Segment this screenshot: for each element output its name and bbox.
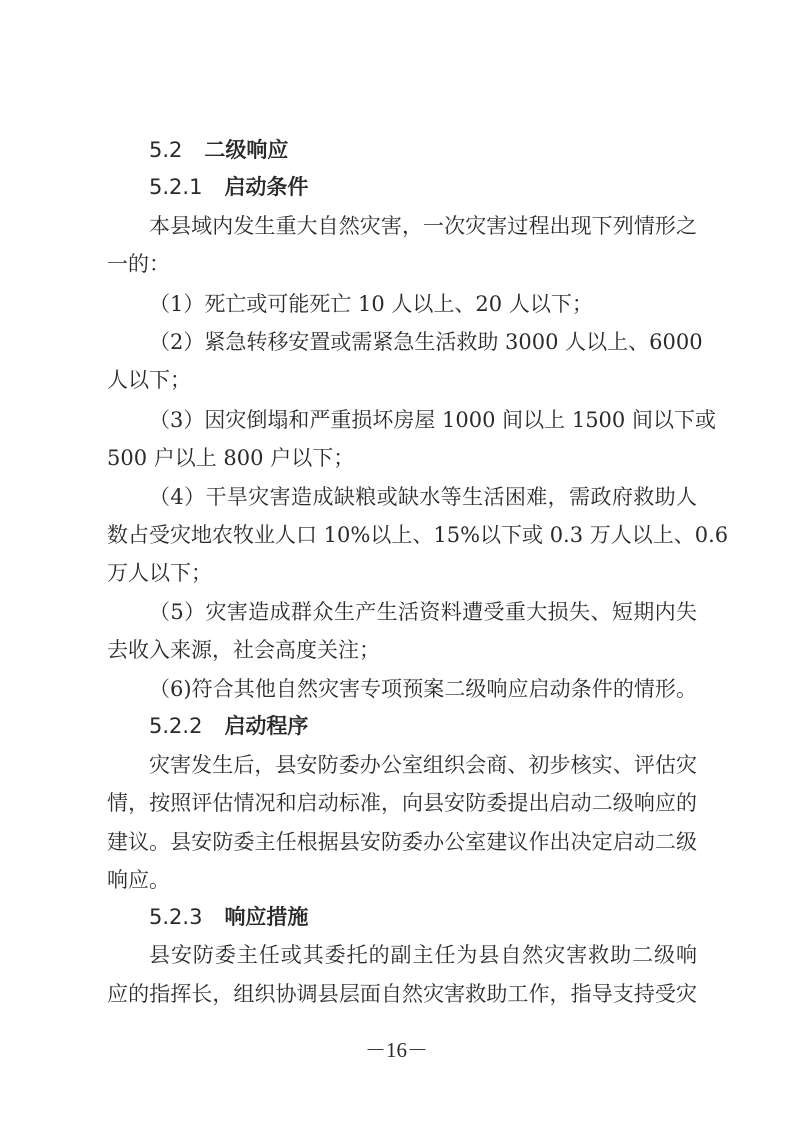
page-number: －16－ bbox=[365, 1038, 428, 1062]
condition-line: 万人以下； bbox=[107, 561, 212, 585]
condition-line: 去收入来源，社会高度关注； bbox=[107, 638, 380, 662]
section-heading-5-2-3 bbox=[149, 903, 308, 931]
paragraph-line: 一的： bbox=[107, 252, 170, 276]
paragraph-line: 本县域内发生重大自然灾害，一次灾害过程出现下列情形之 bbox=[149, 214, 697, 238]
paragraph-line: 灾害发生后，县安防委办公室组织会商、初步核实、评估灾 bbox=[149, 753, 697, 777]
condition-line: （2）紧急转移安置或需紧急生活救助 3000 人以上、6000 bbox=[149, 330, 703, 354]
condition-line: 500 户以上 800 户以下； bbox=[107, 446, 355, 470]
condition-line: （4）干旱灾害造成缺粮或缺水等生活困难，需政府救助人 bbox=[149, 485, 697, 509]
section-title: 二级响应 bbox=[204, 138, 289, 162]
section-title: 启动程序 bbox=[224, 714, 309, 738]
section-number: 5.2.1 bbox=[149, 175, 203, 199]
condition-line: 数占受灾地农牧业人口 10%以上、15%以下或 0.3 万人以上、0.6 bbox=[107, 523, 729, 547]
section-title: 响应措施 bbox=[224, 905, 309, 929]
section-title: 启动条件 bbox=[224, 175, 309, 199]
section-heading-5-2 bbox=[149, 136, 288, 164]
paragraph-line: 建议。县安防委主任根据县安防委办公室建议作出决定启动二级 bbox=[107, 830, 697, 854]
condition-line: （1）死亡或可能死亡 10 人以上、20 人以下； bbox=[149, 292, 593, 316]
paragraph-line: 县安防委主任或其委托的副主任为县自然灾害救助二级响 bbox=[149, 943, 697, 967]
section-number: 5.2 bbox=[149, 138, 183, 162]
section-heading-5-2-1 bbox=[149, 173, 308, 201]
condition-line: （6)符合其他自然灾害专项预案二级响应启动条件的情形。 bbox=[149, 677, 697, 701]
paragraph-line: 情，按照评估情况和启动标准，向县安防委提出启动二级响应的 bbox=[107, 791, 697, 815]
section-number: 5.2.3 bbox=[149, 905, 203, 929]
condition-line: （3）因灾倒塌和严重损坏房屋 1000 间以上 1500 间以下或 bbox=[149, 408, 716, 432]
paragraph-line: 应的指挥长，组织协调县层面自然灾害救助工作，指导支持受灾 bbox=[107, 982, 697, 1006]
condition-line: （5）灾害造成群众生产生活资料遭受重大损失、短期内失 bbox=[149, 600, 697, 624]
paragraph-line: 响应。 bbox=[107, 868, 170, 892]
condition-line: 人以下； bbox=[107, 368, 191, 392]
section-heading-5-2-2 bbox=[149, 712, 308, 740]
section-number: 5.2.2 bbox=[149, 714, 203, 738]
